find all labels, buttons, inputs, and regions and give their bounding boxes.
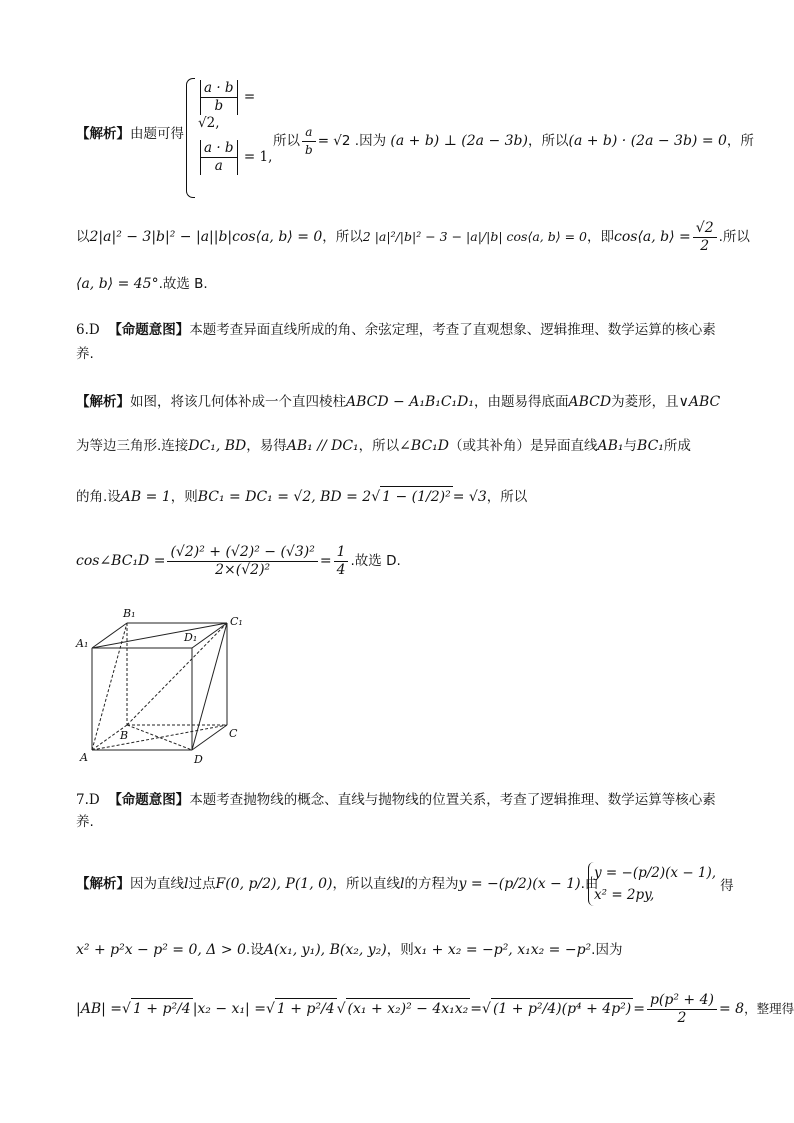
q5-line2-end: .所以 (718, 229, 750, 245)
q5-system-row-2 (198, 140, 272, 175)
q5-line-2 (76, 220, 750, 255)
q6-p2-l2: BC₁ (637, 438, 664, 454)
q6-p4-rnum: 1 (334, 544, 349, 562)
q5-line2-expr3: cos⟨a, b⟩ = (614, 229, 691, 245)
q7-p3-fnum: p(p² + 4) (647, 992, 717, 1010)
q6-p3-eq: = √3 (452, 489, 487, 505)
q6-p4-rden: 4 (336, 562, 346, 578)
sys-numerator-1: a · b (200, 80, 238, 98)
q7-p3-m3: = (633, 1001, 645, 1017)
q7-p3-r4: (1 + p²/4)(p⁴ + 4p²) (491, 998, 633, 1019)
q5-equation-system (186, 78, 276, 196)
label-D: D (194, 753, 203, 766)
q5-perp-expr: (a + b) ⊥ (2a − 3b) (390, 133, 528, 149)
q5-lead: 由题可得 (130, 126, 184, 142)
left-brace (186, 78, 195, 198)
q6-p2-e: 与 (623, 438, 638, 454)
q6-intent-line (76, 320, 726, 340)
q6-triangle: ∨ABC (678, 394, 721, 410)
q6-p4-end: .故选 D. (350, 553, 401, 569)
q7-p2-a: .设 (245, 942, 264, 958)
q5-line2-mid2: ，即 (587, 229, 614, 245)
q6-intent-wrap-text: 养. (76, 346, 94, 362)
q7-para-2 (76, 940, 726, 960)
q5-line-3 (76, 274, 726, 294)
q5-text-1-rhs: = √2 .因为 (317, 133, 387, 149)
intent-label-6: 【命题意图】 (108, 322, 190, 338)
q7-para-3: |AB| =√ 1 + p²/4 |x₂ − x₁| =√ 1 + p²/4 √ (x₁ + x₂)² − 4x₁x₂ =√ (1 + p²/4)(p⁴ + 4p²) = $\frac{\text{p(p² + 4)}}{2}$ = 8，整理得 (76, 992, 794, 1026)
q7-intent-text: 本题考查抛物线的概念、直线与抛物线的位置关系，考查了逻辑推理、数学运算等核心素 (189, 792, 716, 808)
q5-line2-mid: ，所以 (322, 229, 363, 245)
q6-p2-f: 所成 (663, 438, 691, 454)
q6-p3-ab: AB = 1 (120, 489, 171, 505)
q7-p3-r1: 1 + p²/4 (131, 998, 193, 1019)
q6-intent-text: 本题考查异面直线所成的角、余弦定理，考查了直观想象、逻辑推理、数学运算的核心素 (189, 322, 716, 338)
label-A: A (80, 751, 88, 764)
q6-answer: 6.D (76, 322, 100, 338)
sys-denominator-2: a (200, 158, 238, 175)
q6-p4-num: (√2)² + (√2)² − (√3)² (167, 544, 317, 562)
q7-intent-wrap (76, 812, 726, 832)
q6-p1-b: ，由题易得底面 (474, 394, 569, 410)
prism-figure (72, 603, 252, 767)
q7-p3-r2: 1 + p²/4 (275, 998, 337, 1019)
q6-para-1 (76, 392, 726, 412)
q5-line2-prefix: 以 (76, 229, 90, 245)
sys-rhs-1: = √2, (198, 89, 256, 131)
label-D1: D₁ (184, 631, 198, 644)
q5-text-2: ，所以 (527, 133, 569, 149)
q6-p2-lines: DC₁, BD (188, 438, 247, 454)
q7-points: F(0, p/2), P(1, 0) (215, 876, 333, 892)
intent-label-7: 【命题意图】 (108, 792, 190, 808)
q6-p3-expr: BC₁ = DC₁ = √2, BD = 2 (197, 489, 372, 505)
q5-text-3: ，所 (726, 133, 754, 149)
q5-system-row-1 (198, 80, 276, 131)
q6-prism: ABCD − A₁B₁C₁D₁ (346, 394, 475, 410)
q7-p1-f: 得 (720, 878, 734, 894)
q6-p2-b: ，易得 (246, 438, 287, 454)
q5-line-1b (273, 124, 754, 159)
q5-line2-expr2: 2 |a|²/|b|² − 3 − |a|/|b| cos⟨a, b⟩ = 0 (362, 229, 587, 244)
label-C1: C₁ (230, 615, 243, 628)
q7-answer: 7.D (76, 792, 100, 808)
q5-text-1: 所以 (273, 133, 300, 149)
q7-p1-d: 的方程为 (404, 876, 459, 892)
q6-p3-root: 1 − (1/2)² (380, 486, 453, 507)
q6-p3-b: ，则 (170, 489, 198, 505)
q7-line-l-2: l (399, 876, 405, 892)
q7-line-eq: y = −(p/2)(x − 1) (458, 876, 581, 892)
label-C: C (229, 727, 238, 740)
label-B1: B₁ (123, 607, 136, 620)
q7-p2-vieta: x₁ + x₂ = −p², x₁x₂ = −p² (413, 942, 592, 958)
ratio-den: b (305, 143, 313, 157)
q6-para-3: 的角.设AB = 1，则BC₁ = DC₁ = √2, BD = 2√ 1 − (1/2)² = √3，所以 (76, 486, 726, 507)
q5-line2-expr: 2|a|² − 3|b|² − |a||b|cos⟨a, b⟩ = 0 (89, 229, 323, 245)
q6-p3-c: ，所以 (486, 489, 528, 505)
sys-denominator-1: b (200, 98, 238, 115)
q7-p3-m2: = (470, 1001, 483, 1017)
analysis-label-7: 【解析】 (76, 876, 130, 892)
q6-p1-a: 如图，将该几何体补成一个直四棱柱 (130, 394, 346, 410)
q6-p2-angle: ∠BC₁D (399, 438, 449, 454)
sys-numerator-2: a · b (200, 140, 238, 158)
q7-p2-points: A(x₁, y₁), B(x₂, y₂) (263, 942, 387, 958)
q6-p4-den: 2×(√2)² (215, 562, 271, 578)
q6-para-4 (76, 544, 726, 579)
q7-p1-e: .由 (580, 876, 599, 892)
q5-line3-expr: ⟨a, b⟩ = 45° (76, 276, 159, 292)
q7-p3-ab: |AB| = (76, 1001, 123, 1017)
q7-p3-eq: = 8 (718, 1001, 745, 1017)
q7-p2-expr: x² + p²x − p² = 0, Δ > 0 (76, 942, 246, 958)
q6-p2-c: ，所以 (358, 438, 400, 454)
q7-line-l: l (184, 876, 189, 892)
q5-dot-expr: (a + b) · (2a − 3b) = 0 (568, 133, 727, 149)
q7-p3-m1: |x₂ − x₁| = (192, 1001, 266, 1017)
label-B: B (120, 729, 129, 742)
q6-p4-lhs: cos∠BC₁D = (76, 553, 166, 569)
q6-p1-c: 为菱形，且 (611, 394, 679, 410)
q6-p4-eq: = (319, 553, 332, 569)
q5-line3-end: .故选 B. (158, 276, 208, 292)
cos-frac-num: √2 (693, 220, 717, 238)
q6-para-2 (76, 436, 726, 456)
q7-p2-b: ，则 (386, 942, 414, 958)
cos-frac-den: 2 (700, 238, 710, 254)
analysis-label-6: 【解析】 (76, 394, 130, 410)
q7-sys-row-1: y = −(p/2)(x − 1), (594, 865, 717, 881)
q7-sys-row-2: x² = 2py, (594, 887, 655, 903)
q6-p2-par: AB₁ // DC₁ (286, 438, 359, 454)
label-A1: A₁ (76, 637, 89, 650)
q7-p3-r3: (x₁ + x₂)² − 4x₁x₂ (346, 998, 471, 1019)
q6-p2-l1: AB₁ (597, 438, 624, 454)
q7-intent-wrap-text: 养. (76, 814, 94, 830)
q6-base: ABCD (568, 394, 612, 410)
q7-p3-end: ，整理得 (744, 1001, 794, 1016)
q7-p2-c: .因为 (591, 942, 623, 958)
q7-intent-line (76, 790, 726, 810)
sys-rhs-2: = 1, (243, 149, 273, 165)
prism-diagram (72, 603, 252, 767)
q7-system (588, 862, 734, 906)
analysis-label: 【解析】 (76, 126, 130, 142)
q7-p1-b: 过点 (188, 876, 216, 892)
q7-p1-a: 因为直线 (130, 876, 184, 892)
q7-p1-c: ，所以直线 (332, 876, 400, 892)
q6-intent-wrap (76, 344, 726, 364)
q7-p3-fden: 2 (677, 1010, 687, 1026)
q6-p2-a: 为等边三角形.连接 (76, 438, 189, 454)
q6-p3-a: 的角.设 (76, 489, 121, 505)
q6-p2-d: （或其补角）是异面直线 (449, 438, 598, 454)
ratio-num: a (302, 124, 316, 142)
